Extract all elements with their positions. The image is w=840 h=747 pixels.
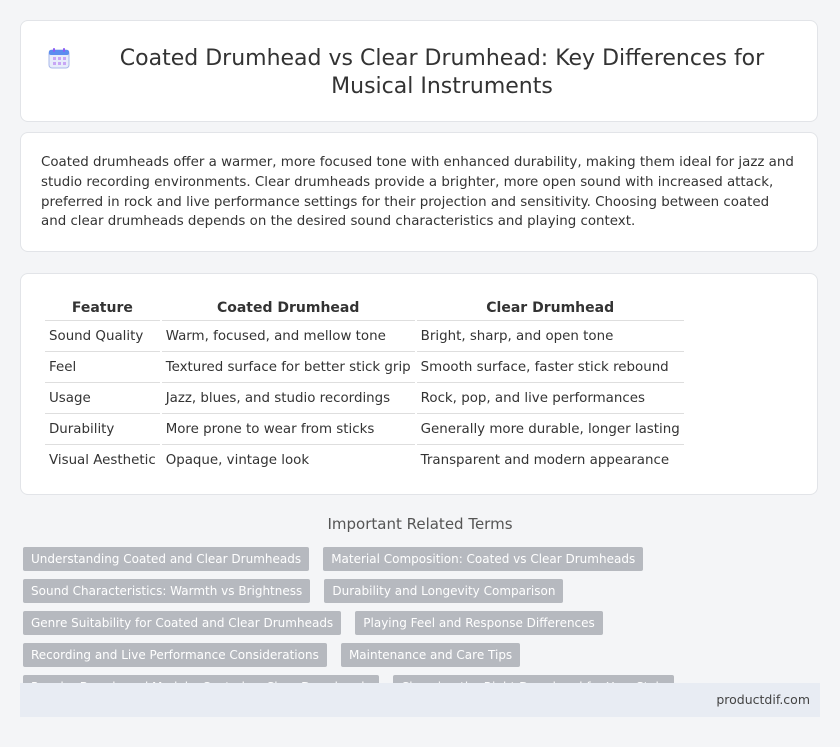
footer-site-link[interactable]: productdif.com xyxy=(716,692,810,707)
title-card xyxy=(20,20,818,122)
row-coated: More prone to wear from sticks xyxy=(162,413,415,444)
table-row xyxy=(45,351,684,382)
related-term-tag[interactable]: Sound Characteristics: Warmth vs Brightness xyxy=(23,579,310,603)
row-clear: Generally more durable, longer lasting xyxy=(417,413,684,444)
calendar-icon xyxy=(48,47,70,69)
related-term-tag[interactable]: Understanding Coated and Clear Drumheads xyxy=(23,547,309,571)
table-header-row xyxy=(45,296,684,320)
intro-card xyxy=(20,132,818,252)
related-term-tag[interactable]: Material Composition: Coated vs Clear Drumheads xyxy=(323,547,643,571)
table-row xyxy=(45,320,684,351)
header-feature: Feature xyxy=(71,300,133,316)
intro-text: Coated drumheads offer a warmer, more focused tone with enhanced durability, making them ideal for jazz and studio recording environments. Clear drumheads provide a brighter, more open sound with increased attack, preferred in rock and live performance settings for their projection and sensitivity. Choosing between coated and clear drumheads depends on the desired sound characteristics and playing context. xyxy=(41,155,794,230)
row-clear: Transparent and modern appearance xyxy=(417,444,684,475)
row-coated: Jazz, blues, and studio recordings xyxy=(162,382,415,413)
row-feature: Feel xyxy=(45,351,160,382)
row-feature: Durability xyxy=(45,413,160,444)
row-coated: Warm, focused, and mellow tone xyxy=(162,320,415,351)
page-title: Coated Drumhead vs Clear Drumhead: Key Differences for Musical Instruments xyxy=(119,46,765,99)
row-feature: Usage xyxy=(45,382,160,413)
row-clear: Rock, pop, and live performances xyxy=(417,382,684,413)
row-coated: Textured surface for better stick grip xyxy=(162,351,415,382)
row-feature: Sound Quality xyxy=(45,320,160,351)
table-row xyxy=(45,444,684,475)
related-term-tag[interactable]: Playing Feel and Response Differences xyxy=(355,611,603,635)
related-term-tag[interactable]: Recording and Live Performance Considerations xyxy=(23,643,327,667)
table-row xyxy=(45,413,684,444)
related-terms-title: Important Related Terms xyxy=(327,515,513,533)
header-clear: Clear Drumhead xyxy=(486,300,615,316)
comparison-card xyxy=(20,273,818,495)
row-clear: Bright, sharp, and open tone xyxy=(417,320,684,351)
row-clear: Smooth surface, faster stick rebound xyxy=(417,351,684,382)
row-coated: Opaque, vintage look xyxy=(162,444,415,475)
footer xyxy=(20,683,820,717)
table-row xyxy=(45,382,684,413)
related-term-tag[interactable]: Durability and Longevity Comparison xyxy=(324,579,563,603)
header-coated: Coated Drumhead xyxy=(216,300,360,316)
related-term-tag[interactable]: Genre Suitability for Coated and Clear Drumheads xyxy=(23,611,341,635)
comparison-table xyxy=(43,296,686,475)
related-term-tag[interactable]: Maintenance and Care Tips xyxy=(341,643,520,667)
row-feature: Visual Aesthetic xyxy=(45,444,160,475)
